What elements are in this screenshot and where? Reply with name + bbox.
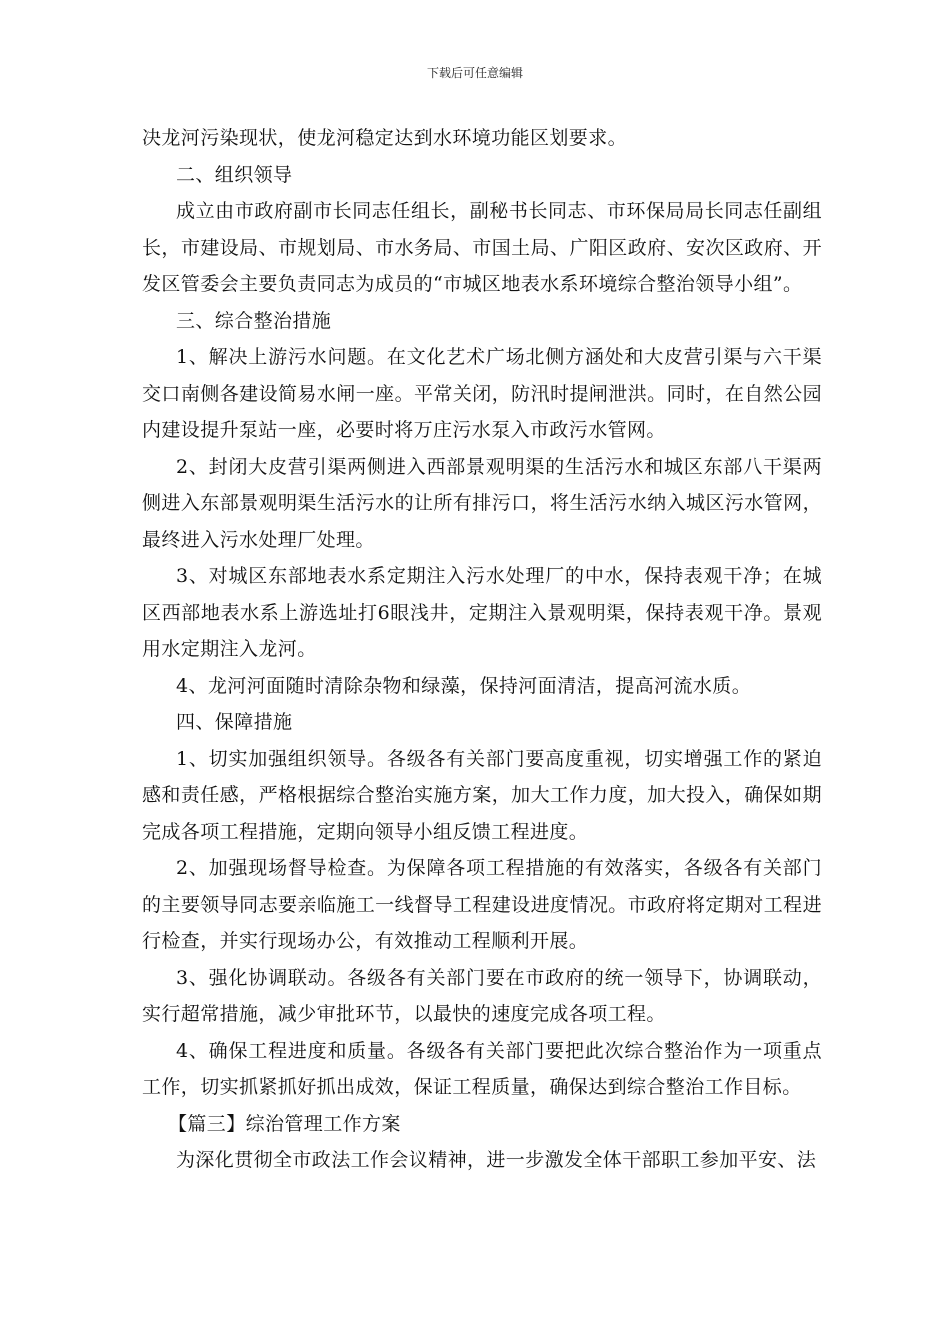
paragraph-chapter-3-intro: 为深化贯彻全市政法工作会议精神，进一步激发全体干部职工参加平安、法 [176, 1149, 817, 1171]
page-header-note: 下载后可任意编辑 [426, 66, 523, 80]
paragraph-measure-3: 3、对城区东部地表水系定期注入污水处理厂的中水，保持表观干净；在城区西部地表水系上游选址打6眼浅井，定期注入景观明渠，保持表观干净。景观用水定期注入龙河。 [142, 565, 822, 660]
chapter-heading-part-3: 【篇三】综治管理工作方案 [168, 1112, 401, 1135]
paragraph-guarantee-3: 3、强化协调联动。各级各有关部门要在市政府的统一领导下，协调联动，实行超常措施，减少审批环节，以最快的速度完成各项工程。 [142, 966, 822, 1025]
paragraph-measure-2: 2、封闭大皮营引渠两侧进入西部景观明渠的生活污水和城区东部八干渠两侧进入东部景观明渠生活污水的让所有排污口，将生活污水纳入城区污水管网，最终进入污水处理厂处理。 [142, 455, 822, 551]
paragraph-measure-1: 1、解决上游污水问题。在文化艺术广场北侧方涵处和大皮营引渠与六干渠交口南侧各建设简易水闸一座。平常关闭，防汛时提闸泄洪。同时，在自然公园内建设提升泵站一座，必要时将万庄污水泵入市政污水管网。 [142, 346, 822, 441]
paragraph-leadership-group: 成立由市政府副市长同志任组长，副秘书长同志、市环保局局长同志任副组长，市建设局、市规划局、市水务局、市国土局、广阳区政府、安次区政府、开发区管委会主要负责同志为成员的“市城区地表水系环境综合整治领导小组”。 [142, 200, 822, 295]
paragraph-guarantee-4: 4、确保工程进度和质量。各级各有关部门要把此次综合整治作为一项重点工作，切实抓紧抓好抓出成效，保证工程质量，确保达到综合整治工作目标。 [142, 1039, 822, 1098]
paragraph-guarantee-1: 1、切实加强组织领导。各级各有关部门要高度重视，切实增强工作的紧迫感和责任感，严格根据综合整治实施方案，加大工作力度，加大投入，确保如期完成各项工程措施，定期向领导小组反馈工程进度。 [142, 747, 822, 843]
paragraph-guarantee-2: 2、加强现场督导检查。为保障各项工程措施的有效落实，各级各有关部门的主要领导同志要亲临施工一线督导工程建设进度情况。市政府将定期对工程进行检查，并实行现场办公，有效推动工程顺利开展。 [142, 857, 822, 952]
section-heading-measures: 三、综合整治措施 [176, 309, 332, 332]
paragraph-continued: 决龙河污染现状，使龙河稳定达到水环境功能区划要求。 [142, 127, 628, 149]
paragraph-measure-4: 4、龙河河面随时清除杂物和绿藻，保持河面清洁，提高河流水质。 [176, 674, 752, 697]
section-heading-organization: 二、组织领导 [176, 163, 293, 186]
document-body [142, 120, 822, 1179]
section-heading-guarantee: 四、保障措施 [176, 711, 293, 733]
